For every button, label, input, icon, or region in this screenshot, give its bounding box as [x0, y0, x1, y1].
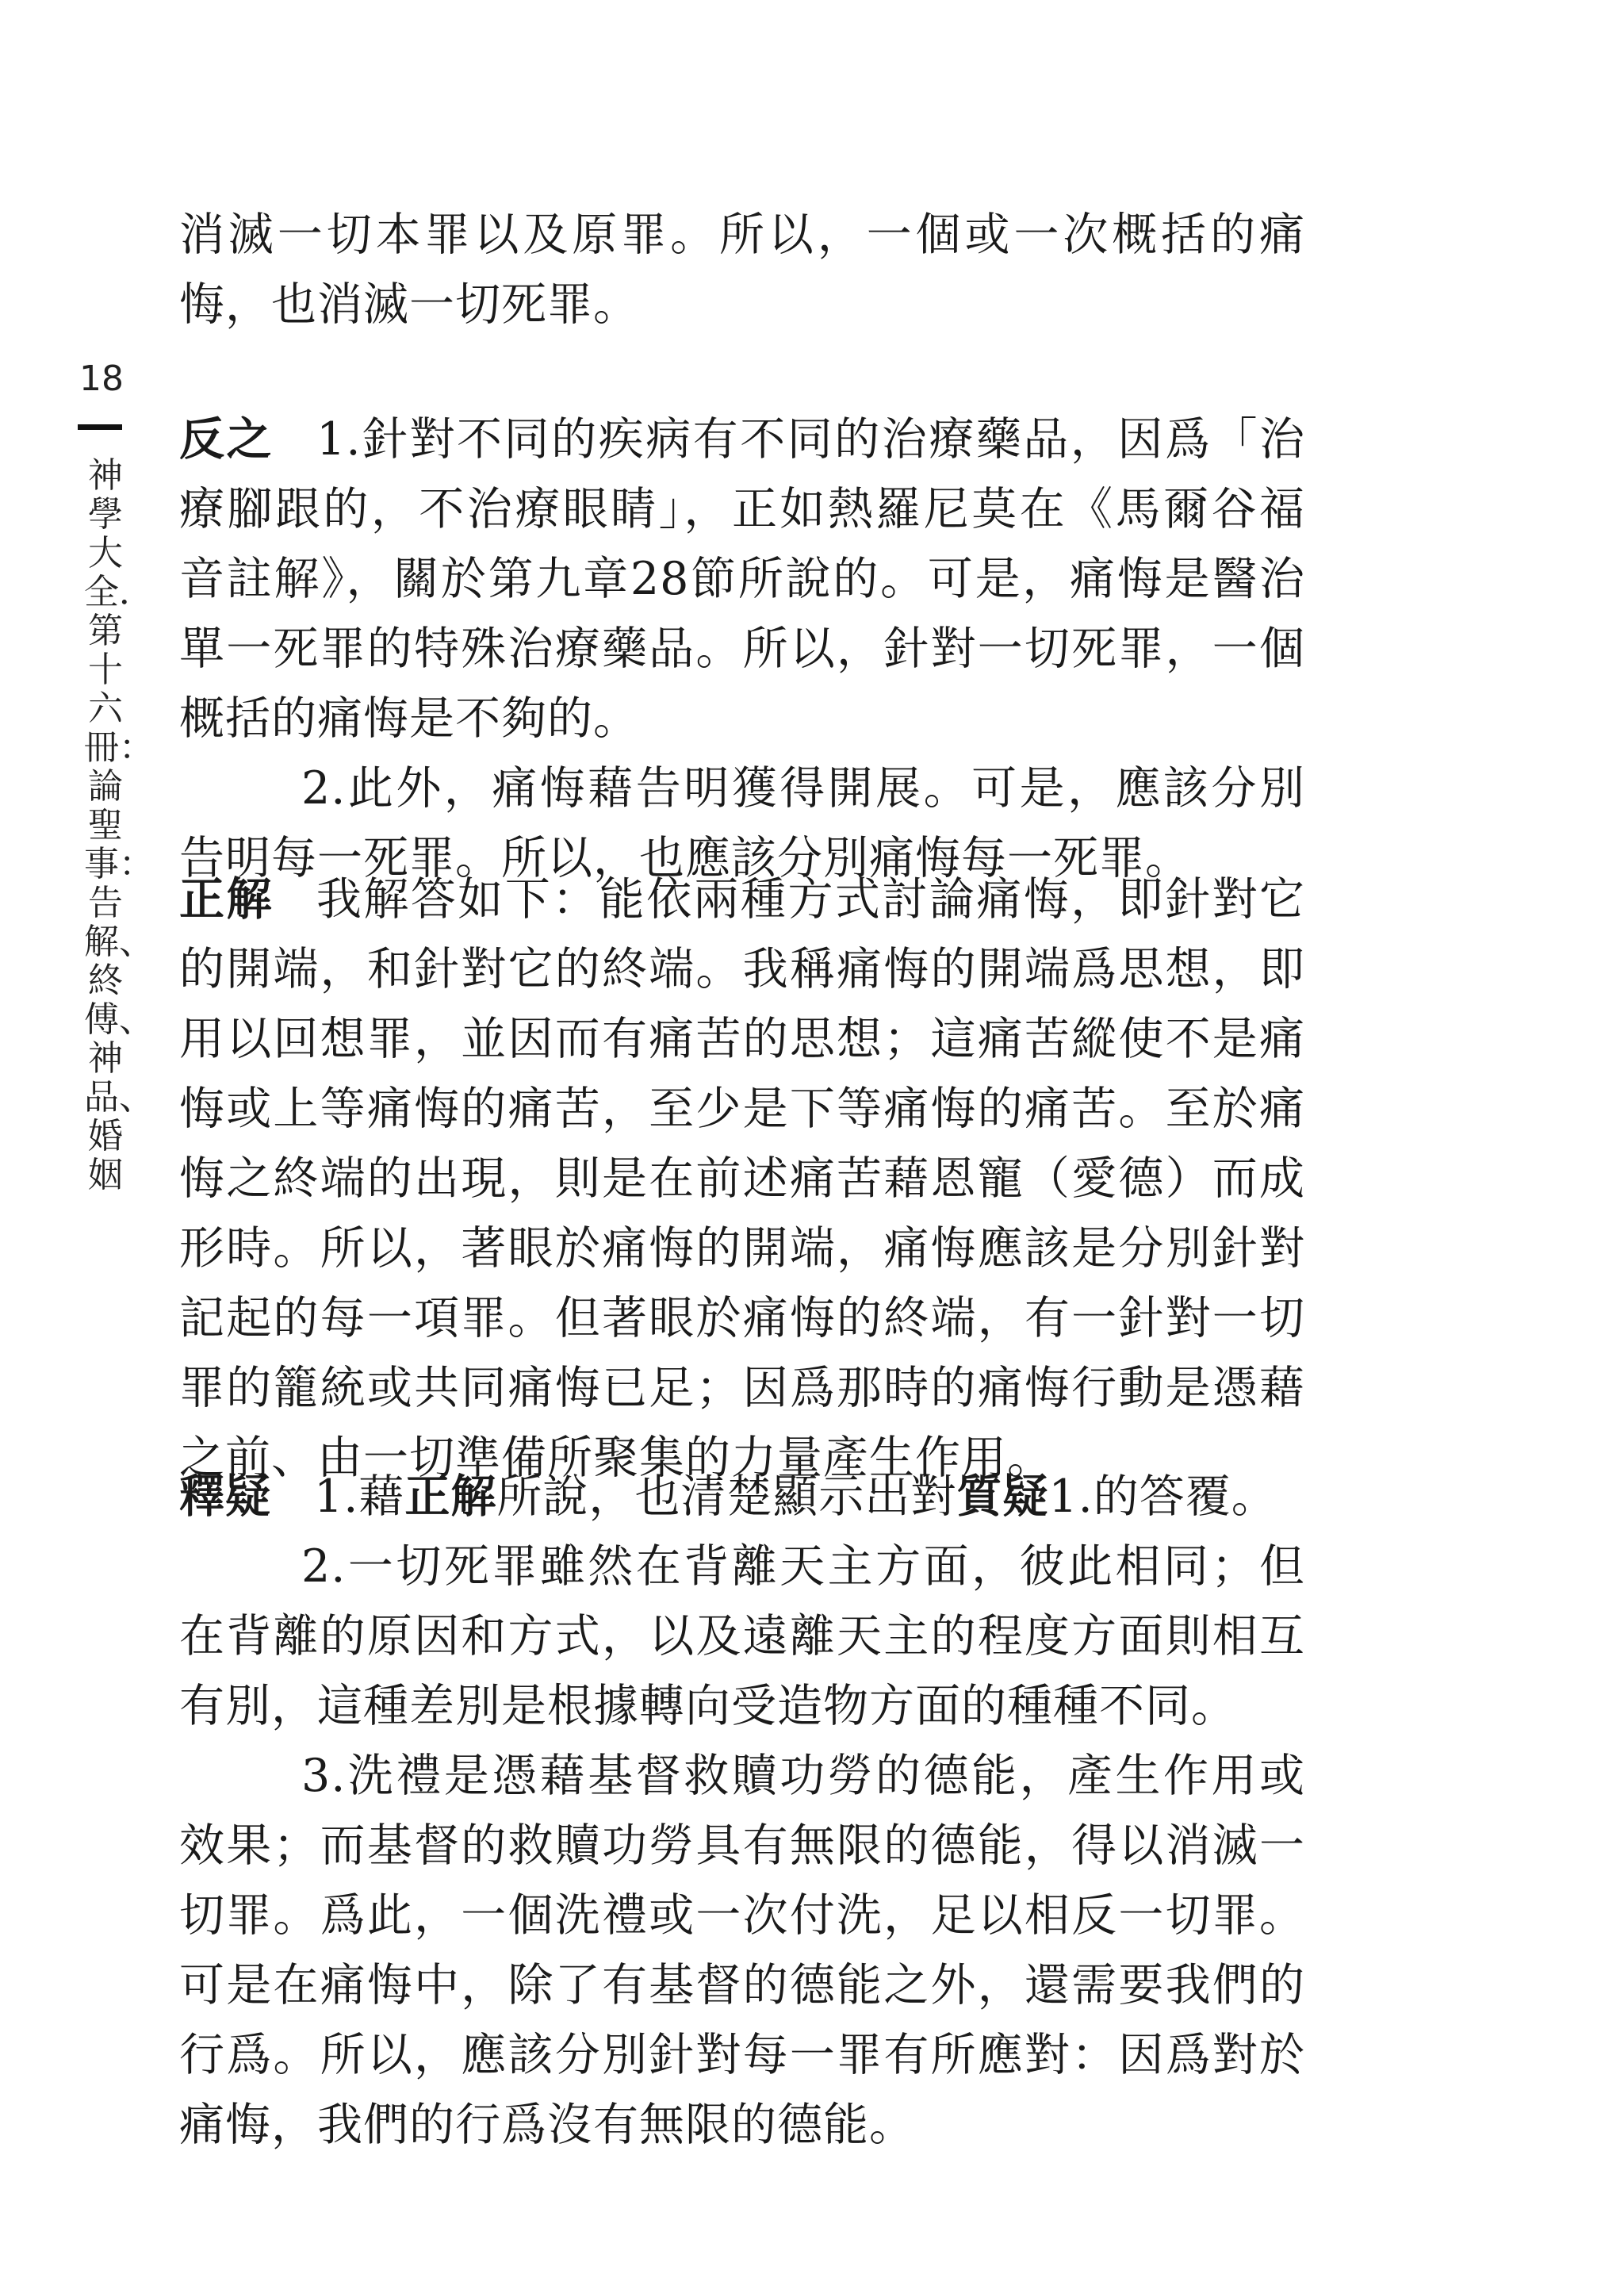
- contra-paragraph-1: [179, 405, 1305, 753]
- contra-paragraph-2: 2.此外，痛悔藉告明獲得開展。可是，應該分別告明每一死罪。所以，也應該分別痛悔每一死罪。: [179, 762, 1305, 884]
- running-title: 神學大全．第十六冊：論聖事：告解、終傅、神品、婚姻: [84, 455, 154, 1195]
- reply-2: 2.一切死罪雖然在背離天主方面，彼此相同；但在背離的原因和方式，以及遠離天主的程度方面則相互有別，這種差別是根據轉向受造物方面的種種不同。: [179, 1540, 1305, 1732]
- reply-1-text-c: 1.的答覆。: [1048, 1471, 1277, 1523]
- contra-label: 反之: [179, 413, 274, 466]
- intro-text: 消滅一切本罪以及原罪。所以，一個或一次概括的痛悔，也消滅一切死罪。: [179, 209, 1305, 331]
- reply-1-objection-ref: 質疑: [956, 1471, 1049, 1523]
- reply-3: 3.洗禮是憑藉基督救贖功勞的德能，產生作用或效果；而基督的救贖功勞具有無限的德能，得以消滅一切罪。爲此，一個洗禮或一次付洗，足以相反一切罪。可是在痛悔中，除了有基督的德能之外，還需要我們的行爲。所以，應該分別針對每一罪有所應對：因爲對於痛悔，我們的行爲沒有無限的德能。: [179, 1750, 1305, 2151]
- answer-paragraph: [179, 865, 1305, 1493]
- contra-section: [179, 405, 1305, 893]
- answer-text: 我解答如下：能依兩種方式討論痛悔，即針對它的開端，和針對它的終端。我稱痛悔的開端爲思想，即用以回想罪，並因而有痛苦的思想；這痛苦縱使不是痛悔或上等痛悔的痛苦，至少是下等痛悔的痛苦。至於痛悔之終端的出現，則是在前述痛苦藉恩寵（愛德）而成形時。所以，著眼於痛悔的開端，痛悔應該是分別針對記起的每一項罪。但著眼於痛悔的終端，有一針對一切罪的籠統或共同痛悔已足；因爲那時的痛悔行動是憑藉之前、由一切準備所聚集的力量產生作用。: [179, 873, 1306, 1484]
- answer-section: [179, 865, 1305, 1493]
- reply-1-text-b: 所說，也清楚顯示出對: [496, 1471, 957, 1523]
- replies-section: [179, 1462, 1305, 2160]
- contra-text-1: 1.針對不同的疾病有不同的治療藥品，因爲「治療腳跟的，不治療眼睛」，正如熱羅尼莫在《馬爾谷福音註解》，關於第九章28節所說的。可是，痛悔是醫治單一死罪的特殊治療藥品。所以，針對一切死罪，一個概括的痛悔是不夠的。: [179, 413, 1305, 745]
- page-number-rule: [78, 424, 122, 430]
- reply-1-answer-ref: 正解: [404, 1471, 497, 1523]
- page-number: 18: [79, 359, 124, 399]
- answer-label: 正解: [179, 873, 274, 926]
- intro-paragraph: [179, 200, 1305, 339]
- replies-label: 釋疑: [179, 1471, 271, 1523]
- reply-1-text-a: 1.藉: [314, 1471, 405, 1523]
- reply-1: [179, 1462, 1305, 1532]
